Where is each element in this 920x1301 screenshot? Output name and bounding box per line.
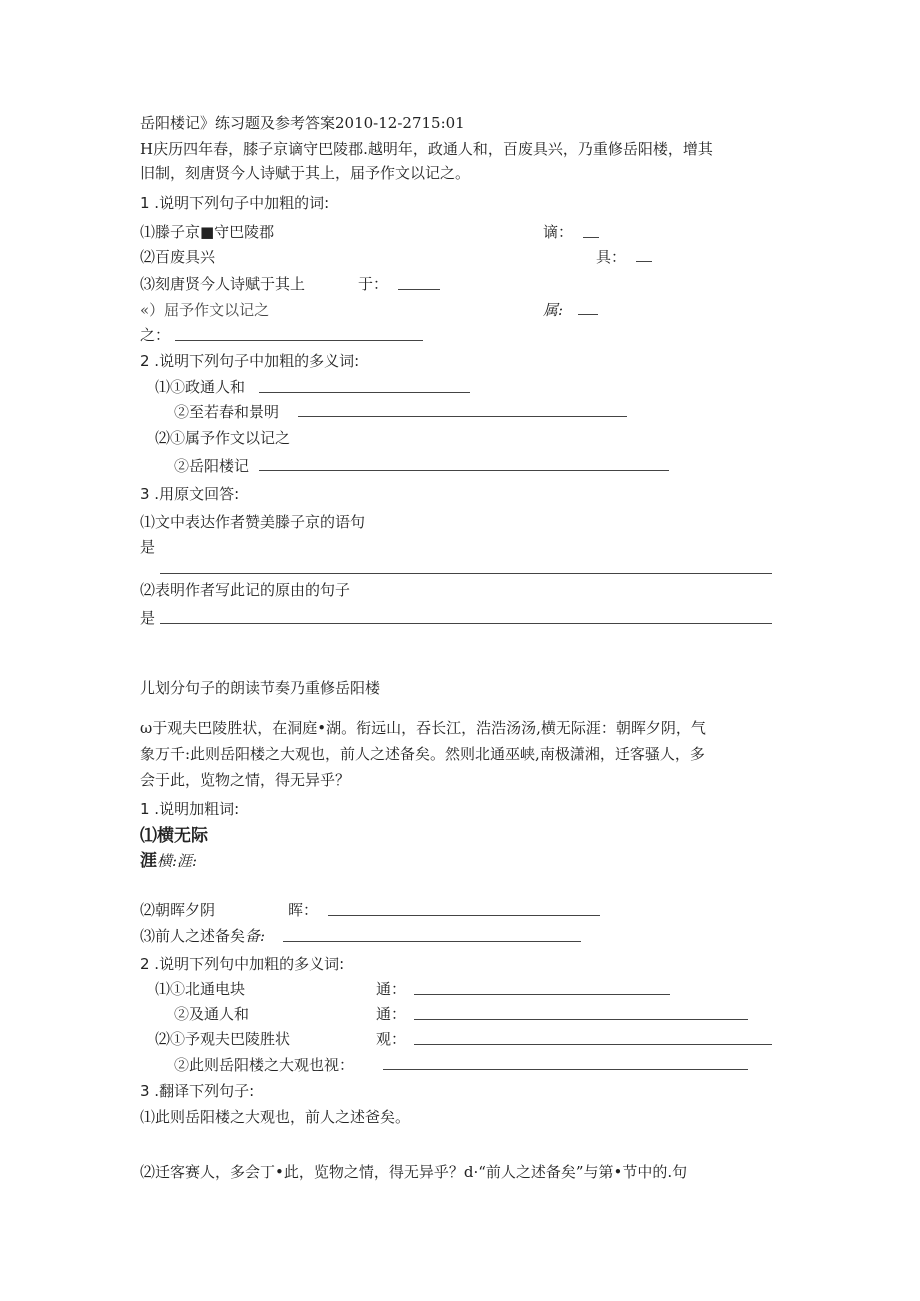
answer-blank[interactable]	[414, 994, 670, 995]
s1-q1-item-1: ⑴滕子京■守巴陵郡	[140, 223, 275, 241]
answer-blank[interactable]	[259, 392, 470, 393]
s2-q1-c-label: 备:	[245, 927, 266, 945]
answer-blank[interactable]	[414, 1044, 772, 1045]
answer-blank[interactable]	[328, 915, 600, 916]
s2-paragraph-line-2: 象万千:此则岳阳楼之大观也，前人之述备矣。然则北通巫峡,南极潇湘，迁客骚人，多	[140, 745, 705, 763]
s1-q1-item-3-label: 于：	[358, 275, 389, 293]
s2-q3-b: ⑵迁客赛人，多会丁•此，览物之情，得无异乎？d·“前人之述备矣”与第•节中的.句	[140, 1163, 688, 1181]
answer-blank[interactable]	[160, 623, 772, 624]
s1-q3-a: ⑴文中表达作者赞美滕子京的语句	[140, 513, 366, 531]
answer-blank[interactable]	[636, 261, 652, 262]
answer-blank[interactable]	[414, 1019, 748, 1020]
s1-q1-item-1-label: 谪：	[543, 223, 574, 241]
s1-question-3: 3 .用原文回答:	[140, 485, 240, 503]
s2-paragraph-line-3: 会于此，览物之情，得无异乎？	[140, 771, 351, 789]
s1-q2-a2: ②至若春和景明	[174, 403, 280, 421]
s2-q2-b2: ②此则岳阳楼之大观也视：	[174, 1056, 355, 1074]
answer-blank[interactable]	[259, 470, 669, 471]
s2-question-1: 1 .说明加粗词:	[140, 800, 240, 818]
s1-q1-item-2-label: 具：	[596, 248, 627, 266]
s1-q1-item-2: ⑵百废具兴	[140, 248, 216, 266]
s2-q1-a2-rest: 横:涯:	[157, 852, 198, 870]
answer-blank[interactable]	[383, 1069, 748, 1070]
s2-q1-c	[140, 926, 265, 946]
s1-q1-item-4-label: 属:	[543, 301, 564, 319]
s1-q1-item-3: ⑶刻唐贤今人诗赋于其上	[140, 275, 306, 293]
answer-blank[interactable]	[298, 416, 627, 417]
s2-q1-a2-prefix: 涯	[140, 851, 157, 871]
s1-q3-b: ⑵表明作者写此记的原由的句子	[140, 581, 351, 599]
s2-q2-a1-label: 通：	[376, 980, 407, 998]
s2-heading: 儿划分句子的朗读节奏乃重修岳阳楼	[140, 679, 381, 697]
answer-blank[interactable]	[578, 314, 598, 315]
s1-q3-a-shi: 是	[140, 538, 156, 556]
s1-q2-b2: ②岳阳楼记	[174, 457, 250, 475]
s1-q2-b1: ⑵①属予作文以记之	[155, 429, 291, 447]
s2-q2-a2: ②及通人和	[174, 1005, 250, 1023]
answer-blank[interactable]	[160, 573, 772, 574]
s2-q1-a-line-2	[140, 851, 197, 871]
answer-blank[interactable]	[283, 941, 581, 942]
s1-q1-item-4: «）屈予作文以记之	[140, 301, 270, 319]
s2-q1-b-label: 晖：	[288, 901, 319, 919]
s2-q2-a2-label: 通：	[376, 1005, 407, 1023]
s2-paragraph-line-1: ω于观夫巴陵胜状，在洞庭•湖。衔远山，吞长江，浩浩汤汤,横无际涯：朝晖夕阴，气	[140, 719, 706, 737]
s1-question-2: 2 .说明下列句子中加粗的多义词:	[140, 352, 360, 370]
s2-q1-a: ⑴横无际	[140, 826, 208, 846]
answer-blank[interactable]	[398, 289, 440, 290]
answer-blank[interactable]	[583, 237, 599, 238]
s2-q2-a1: ⑴①北通电块	[155, 980, 246, 998]
s1-question-1: 1 .说明下列句子中加粗的词:	[140, 194, 330, 212]
s2-q2-b1-label: 观：	[376, 1030, 407, 1048]
s1-q3-b-shi: 是	[140, 609, 156, 627]
intro-paragraph-line-1: H庆历四年春，膝子京谪守巴陵郡.越明年，政通人和，百废具兴，乃重修岳阳楼，增其	[140, 140, 713, 158]
s2-q1-c-text: ⑶前人之述备矣	[140, 927, 246, 945]
s2-question-3: 3 .翻译下列句子:	[140, 1082, 255, 1100]
s2-q1-b: ⑵朝晖夕阴	[140, 901, 216, 919]
document-title: 岳阳楼记》练习题及参考答案2010-12-2715:01	[140, 114, 465, 132]
answer-blank[interactable]	[175, 340, 423, 341]
s2-question-2: 2 .说明下列句中加粗的多义词:	[140, 955, 345, 973]
intro-paragraph-line-2: 旧制，刻唐贤今人诗赋于其上，届予作文以记之。	[140, 164, 471, 182]
s1-q1-zhi-label: 之：	[140, 326, 171, 344]
s2-q2-b1: ⑵①予观夫巴陵胜状	[155, 1030, 291, 1048]
s2-q3-a: ⑴此则岳阳楼之大观也，前人之述爸矣。	[140, 1108, 411, 1126]
s1-q2-a1: ⑴①政通人和	[155, 378, 246, 396]
